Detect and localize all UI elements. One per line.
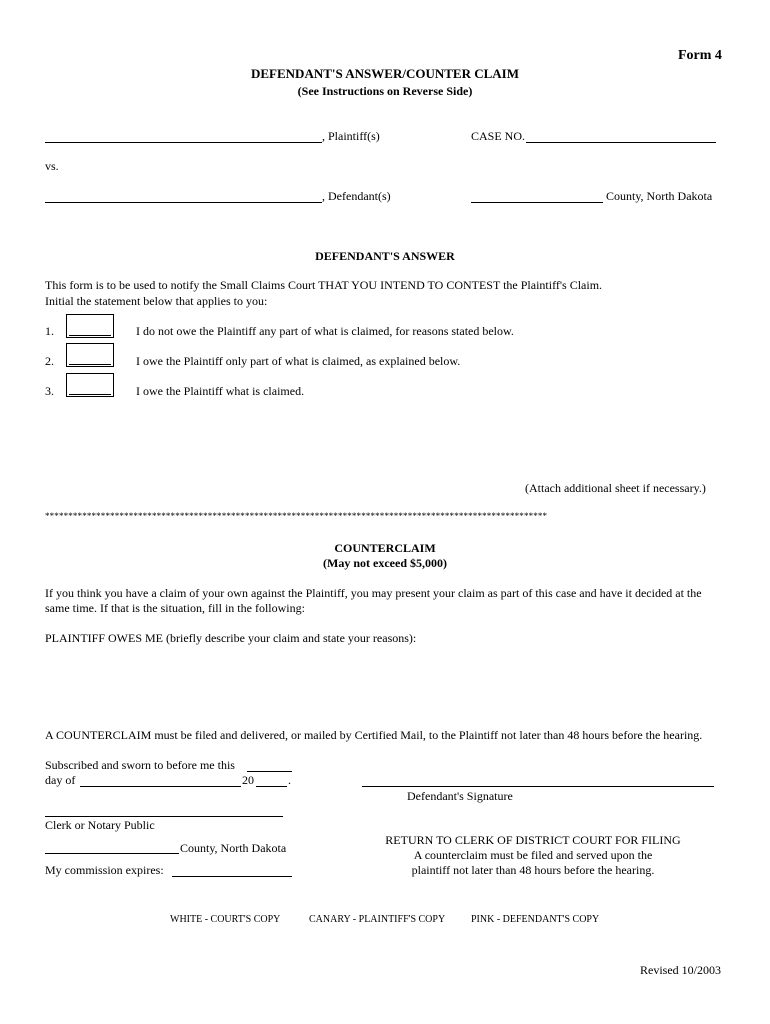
notary-county-field[interactable] xyxy=(45,853,179,854)
form-number: Form 4 xyxy=(678,48,722,63)
clerk-signature-field[interactable] xyxy=(45,816,283,817)
counterclaim-heading: COUNTERCLAIM xyxy=(334,541,436,555)
canary-copy-label: CANARY - PLAINTIFF'S COPY xyxy=(309,914,446,925)
year-period: . xyxy=(288,773,291,787)
answer-intro-line2: Initial the statement below that applies to you: xyxy=(45,294,268,308)
claim-description-area[interactable] xyxy=(45,650,725,715)
plaintiff-owes-label: PLAINTIFF OWES ME (briefly describe your claim and state your reasons): xyxy=(45,631,417,645)
vs-label: vs. xyxy=(45,159,59,173)
return-notice-line1: RETURN TO CLERK OF DISTRICT COURT FOR FILING xyxy=(385,833,681,847)
subscribed-text: Subscribed and sworn to before me this xyxy=(45,758,235,772)
form-subtitle: (See Instructions on Reverse Side) xyxy=(297,84,473,98)
sworn-month-field[interactable] xyxy=(80,786,241,787)
year-prefix: 20 xyxy=(242,773,254,787)
return-notice-line3: plaintiff not later than 48 hours before the hearing. xyxy=(411,863,655,877)
white-copy-label: WHITE - COURT'S COPY xyxy=(170,914,281,925)
counterclaim-filing-note: A COUNTERCLAIM must be filed and delivered, or mailed by Certified Mail, to the Plaintiff not later than 48 hours before the hearing. xyxy=(45,728,703,742)
option-3-number: 3. xyxy=(45,384,54,398)
option-2-number: 2. xyxy=(45,354,54,368)
option-2-initial-box[interactable] xyxy=(66,343,114,367)
counterclaim-intro-line2: same time. If that is the situation, fill in the following: xyxy=(45,601,305,615)
county-label: County, North Dakota xyxy=(606,189,713,203)
defendant-signature-field[interactable] xyxy=(362,786,714,787)
day-of-label: day of xyxy=(45,773,76,787)
sworn-year-field[interactable] xyxy=(256,786,287,787)
option-1-number: 1. xyxy=(45,324,54,338)
case-no-field[interactable] xyxy=(526,142,716,143)
commission-label: My commission expires: xyxy=(45,863,164,877)
case-no-label: CASE NO. xyxy=(471,129,526,143)
answer-intro-line1: This form is to be used to notify the Small Claims Court THAT YOU INTEND TO CONTEST the Plaintiff's Claim. xyxy=(45,278,603,292)
notary-county-label: County, North Dakota xyxy=(180,841,287,855)
plaintiff-label: , Plaintiff(s) xyxy=(322,129,380,143)
attach-note: (Attach additional sheet if necessary.) xyxy=(525,481,706,495)
option-1-initial-box[interactable] xyxy=(66,314,114,338)
sworn-day-field[interactable] xyxy=(247,771,292,772)
counterclaim-intro-line1: If you think you have a claim of your own against the Plaintiff, you may present your claim as part of this case and have it decided at the xyxy=(45,586,702,600)
defendant-label: , Defendant(s) xyxy=(322,189,391,203)
revision-date: Revised 10/2003 xyxy=(640,963,721,977)
option-3-initial-box[interactable] xyxy=(66,373,114,397)
pink-copy-label: PINK - DEFENDANT'S COPY xyxy=(471,914,600,925)
option-2-text: I owe the Plaintiff only part of what is claimed, as explained below. xyxy=(136,354,461,368)
clerk-label: Clerk or Notary Public xyxy=(45,818,155,832)
defendant-name-field[interactable] xyxy=(45,202,322,203)
signature-label: Defendant's Signature xyxy=(407,789,513,803)
asterisk-separator: ************************************************************************************************************ xyxy=(45,511,548,521)
form-title: DEFENDANT'S ANSWER/COUNTER CLAIM xyxy=(251,66,519,81)
return-notice-line2: A counterclaim must be filed and served upon the xyxy=(413,848,653,862)
plaintiff-name-field[interactable] xyxy=(45,142,322,143)
option-1-text: I do not owe the Plaintiff any part of what is claimed, for reasons stated below. xyxy=(136,324,514,338)
option-3-text: I owe the Plaintiff what is claimed. xyxy=(136,384,305,398)
county-field[interactable] xyxy=(471,202,603,203)
counterclaim-subheading: (May not exceed $5,000) xyxy=(323,556,447,570)
commission-date-field[interactable] xyxy=(172,876,292,877)
answer-heading: DEFENDANT'S ANSWER xyxy=(315,249,455,263)
